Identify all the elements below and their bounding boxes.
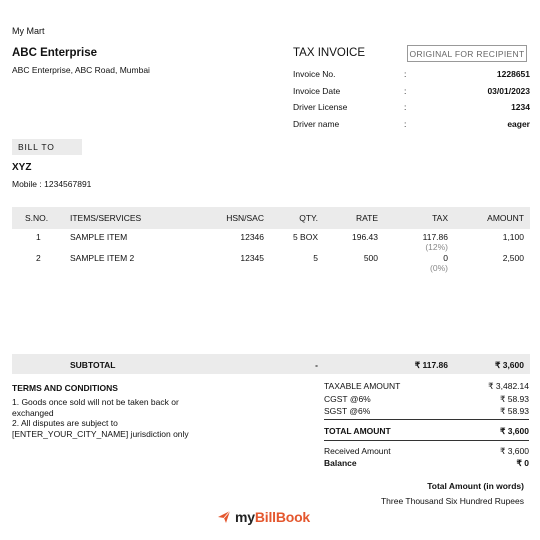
meta-invoice-no bbox=[293, 69, 530, 85]
table-header bbox=[12, 207, 530, 229]
cell-amount: 2,500 bbox=[502, 253, 524, 263]
terms-body bbox=[12, 397, 212, 439]
meta-label: Invoice No. bbox=[293, 69, 336, 79]
cell-tax: 117.86 bbox=[422, 232, 448, 242]
business-name: ABC Enterprise bbox=[12, 47, 97, 59]
subtotal-amount: ₹ 3,600 bbox=[494, 360, 524, 370]
balance-value: ₹ 0 bbox=[516, 458, 529, 468]
balance-row bbox=[324, 458, 529, 470]
balance-label: Balance bbox=[324, 458, 357, 468]
cell-sno: 1 bbox=[36, 232, 41, 242]
meta-value: eager bbox=[507, 119, 530, 129]
cell-tax: 0 bbox=[443, 253, 448, 263]
totals-divider bbox=[324, 440, 529, 441]
subtotal-label: SUBTOTAL bbox=[70, 360, 116, 370]
header-tax: TAX bbox=[432, 213, 448, 223]
cell-tax-pct: (12%) bbox=[425, 242, 448, 252]
received-label: Received Amount bbox=[324, 446, 391, 456]
sgst-label: SGST @6% bbox=[324, 406, 371, 416]
subtotal-qty: - bbox=[315, 360, 318, 370]
mobile-label: Mobile : bbox=[12, 179, 42, 189]
invoice-title: TAX INVOICE bbox=[293, 47, 365, 59]
total-value: ₹ 3,600 bbox=[499, 426, 529, 436]
brand-logo bbox=[217, 509, 310, 525]
brand-name: BillBook bbox=[254, 509, 311, 525]
received-value: ₹ 3,600 bbox=[499, 446, 529, 456]
terms-line: 1. Goods once sold will not be taken back or exchanged bbox=[12, 397, 179, 418]
meta-separator: : bbox=[404, 119, 407, 129]
customer-name: XYZ bbox=[12, 162, 32, 173]
cgst-row bbox=[324, 394, 529, 406]
total-amount-row bbox=[324, 426, 529, 438]
meta-invoice-date bbox=[293, 86, 530, 102]
brand-prefix: my bbox=[235, 509, 255, 525]
cell-qty: 5 bbox=[313, 253, 318, 263]
mobile-value: 1234567891 bbox=[44, 179, 92, 189]
header-hsn: HSN/SAC bbox=[226, 213, 264, 223]
cell-item: SAMPLE ITEM bbox=[70, 232, 128, 242]
header-rate: RATE bbox=[355, 213, 378, 223]
subtotal-tax: ₹ 117.86 bbox=[414, 360, 448, 370]
meta-label: Invoice Date bbox=[293, 86, 341, 96]
header-sno: S.NO. bbox=[25, 213, 49, 223]
meta-separator: : bbox=[404, 102, 407, 112]
sgst-value: ₹ 58.93 bbox=[499, 406, 529, 416]
header-qty: QTY. bbox=[299, 213, 318, 223]
cgst-value: ₹ 58.93 bbox=[499, 394, 529, 404]
totals-divider bbox=[324, 419, 529, 420]
brand-wordmark bbox=[235, 509, 310, 525]
cell-tax-pct: (0%) bbox=[430, 263, 448, 273]
table-row bbox=[12, 232, 530, 252]
cell-rate: 196.43 bbox=[352, 232, 378, 242]
meta-separator: : bbox=[404, 69, 407, 79]
cell-rate: 500 bbox=[363, 253, 378, 263]
paper-plane-icon bbox=[217, 510, 231, 524]
meta-driver-license bbox=[293, 102, 530, 118]
meta-value: 03/01/2023 bbox=[487, 86, 530, 96]
table-row bbox=[12, 253, 530, 273]
terms-title: TERMS AND CONDITIONS bbox=[12, 383, 118, 393]
business-address: ABC Enterprise, ABC Road, Mumbai bbox=[12, 65, 150, 75]
total-label: TOTAL AMOUNT bbox=[324, 426, 391, 436]
meta-separator: : bbox=[404, 86, 407, 96]
sgst-row bbox=[324, 406, 529, 418]
taxable-label: TAXABLE AMOUNT bbox=[324, 381, 401, 391]
amount-in-words-value: Three Thousand Six Hundred Rupees bbox=[380, 496, 524, 506]
cell-hsn: 12346 bbox=[240, 232, 264, 242]
taxable-amount-row bbox=[324, 381, 529, 393]
meta-label: Driver License bbox=[293, 102, 348, 112]
cell-qty: 5 BOX bbox=[292, 232, 318, 242]
cell-item: SAMPLE ITEM 2 bbox=[70, 253, 135, 263]
meta-label: Driver name bbox=[293, 119, 340, 129]
cell-amount: 1,100 bbox=[502, 232, 524, 242]
cgst-label: CGST @6% bbox=[324, 394, 371, 404]
terms-line: 2. All disputes are subject to [ENTER_YOUR_CITY_NAME] jurisdiction only bbox=[12, 418, 189, 439]
amount-in-words-label: Total Amount (in words) bbox=[427, 481, 524, 491]
store-name: My Mart bbox=[12, 26, 45, 36]
customer-mobile bbox=[12, 179, 91, 189]
taxable-value: ₹ 3,482.14 bbox=[488, 381, 529, 391]
cell-hsn: 12345 bbox=[240, 253, 264, 263]
bill-to-label: BILL TO bbox=[12, 139, 82, 155]
subtotal-row bbox=[12, 354, 530, 374]
meta-value: 1228651 bbox=[496, 69, 530, 79]
copy-label-badge: ORIGINAL FOR RECIPIENT bbox=[407, 45, 527, 62]
header-item: ITEMS/SERVICES bbox=[70, 213, 142, 223]
meta-value: 1234 bbox=[511, 102, 530, 112]
received-row bbox=[324, 446, 529, 458]
meta-driver-name bbox=[293, 119, 530, 135]
header-amount: AMOUNT bbox=[487, 213, 524, 223]
cell-sno: 2 bbox=[36, 253, 41, 263]
